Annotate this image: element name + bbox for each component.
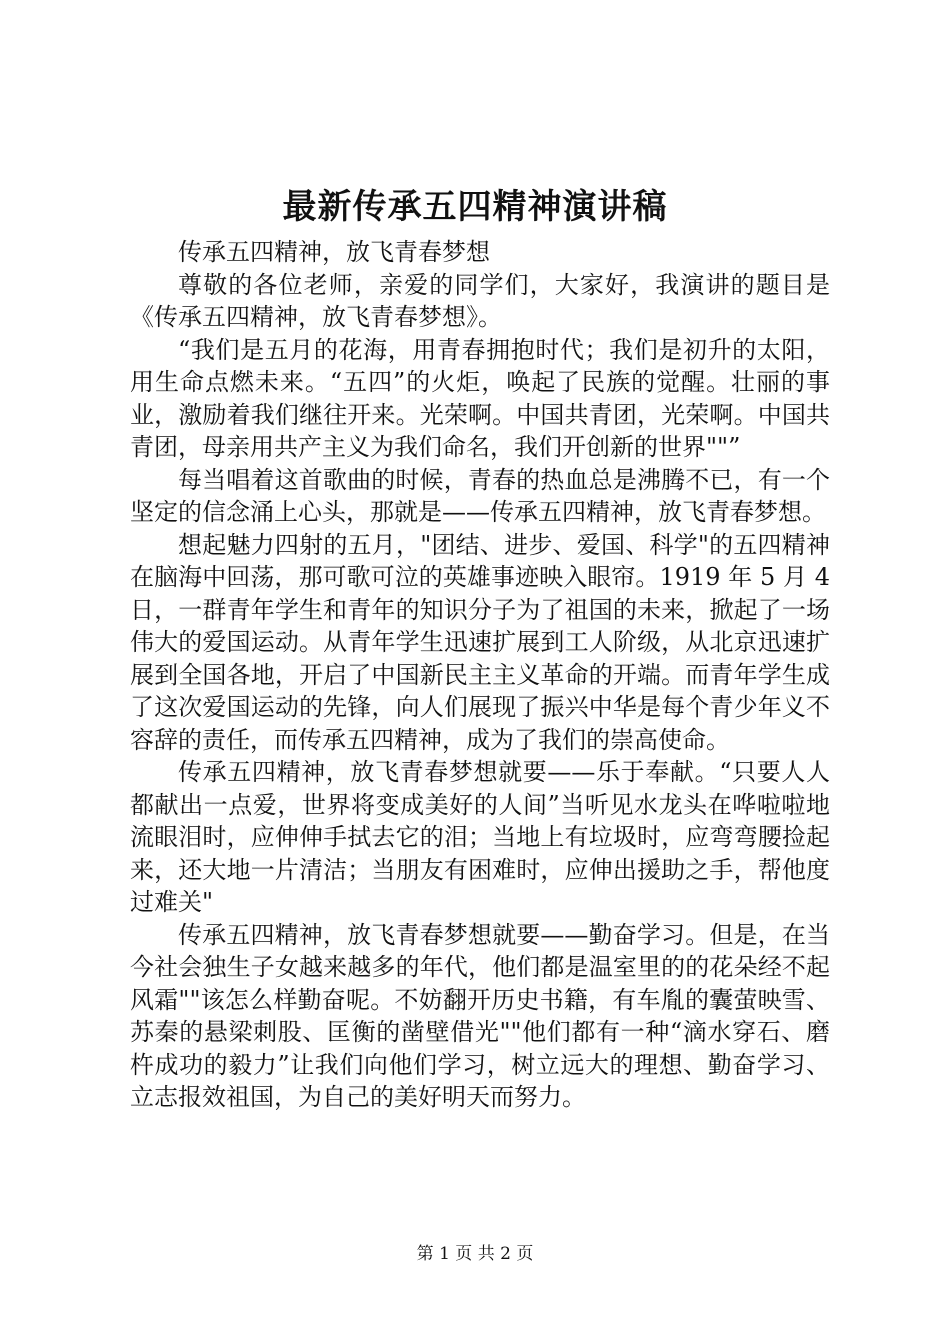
paragraph-dedication: 传承五四精神，放飞青春梦想就要——乐于奉献。“只要人人都献出一点爱，世界将变成美好的人间”当听见水龙头在哗啦啦地流眼泪时，应伸伸手拭去它的泪；当地上有垃圾时，应弯弯腰捡起来，还大地一片清洁；当朋友有困难时，应伸出援助之手，帮他度过难关" [130, 758, 830, 916]
paragraph-study: 传承五四精神，放飞青春梦想就要——勤奋学习。但是，在当今社会独生子女越来越多的年代，他们都是温室里的的花朵经不起风霜""该怎么样勤奋呢。不妨翻开历史书籍，有车胤的囊萤映雪、苏秦的悬梁刺股、匡衡的凿壁借光""他们都有一种“滴水穿石、磨杵成功的毅力”让我们向他们学习，树立远大的理想、勤奋学习、立志报效祖国，为自己的美好明天而努力。 [130, 920, 830, 1111]
document-body [130, 236, 830, 1114]
document-title: 最新传承五四精神演讲稿 [282, 187, 668, 227]
page-number-footer: 第 1 页 共 2 页 [416, 1244, 534, 1264]
paragraph-history: 想起魅力四射的五月，"团结、进步、爱国、科学"的五四精神在脑海中回荡，那可歌可泣的英雄事迹映入眼帘。1919 年 5 月 4 日，一群青年学生和青年的知识分子为了祖国的未来，掀起了一场伟大的爱国运动。从青年学生迅速扩展到工人阶级，从北京迅速扩展到全国各地，开启了中国新民主主义革命的开端。而青年学生成了这次爱国运动的先锋，向人们展现了振兴中华是每个青少年义不容辞的责任，而传承五四精神，成为了我们的崇高使命。 [130, 530, 830, 754]
paragraph-song-quote: “我们是五月的花海，用青春拥抱时代；我们是初升的太阳，用生命点燃未来。“五四”的火炬，唤起了民族的觉醒。壮丽的事业，激励着我们继往开来。光荣啊。中国共青团，光荣啊。中国共青团，母亲用共产主义为我们命名，我们开创新的世界""” [130, 335, 830, 461]
paragraph-belief: 每当唱着这首歌曲的时候，青春的热血总是沸腾不已，有一个坚定的信念涌上心头，那就是——传承五四精神，放飞青春梦想。 [130, 465, 830, 526]
paragraph-subtitle: 传承五四精神，放飞青春梦想 [178, 238, 490, 266]
paragraph-greeting: 尊敬的各位老师，亲爱的同学们，大家好，我演讲的题目是《传承五四精神，放飞青春梦想》。 [130, 270, 830, 331]
